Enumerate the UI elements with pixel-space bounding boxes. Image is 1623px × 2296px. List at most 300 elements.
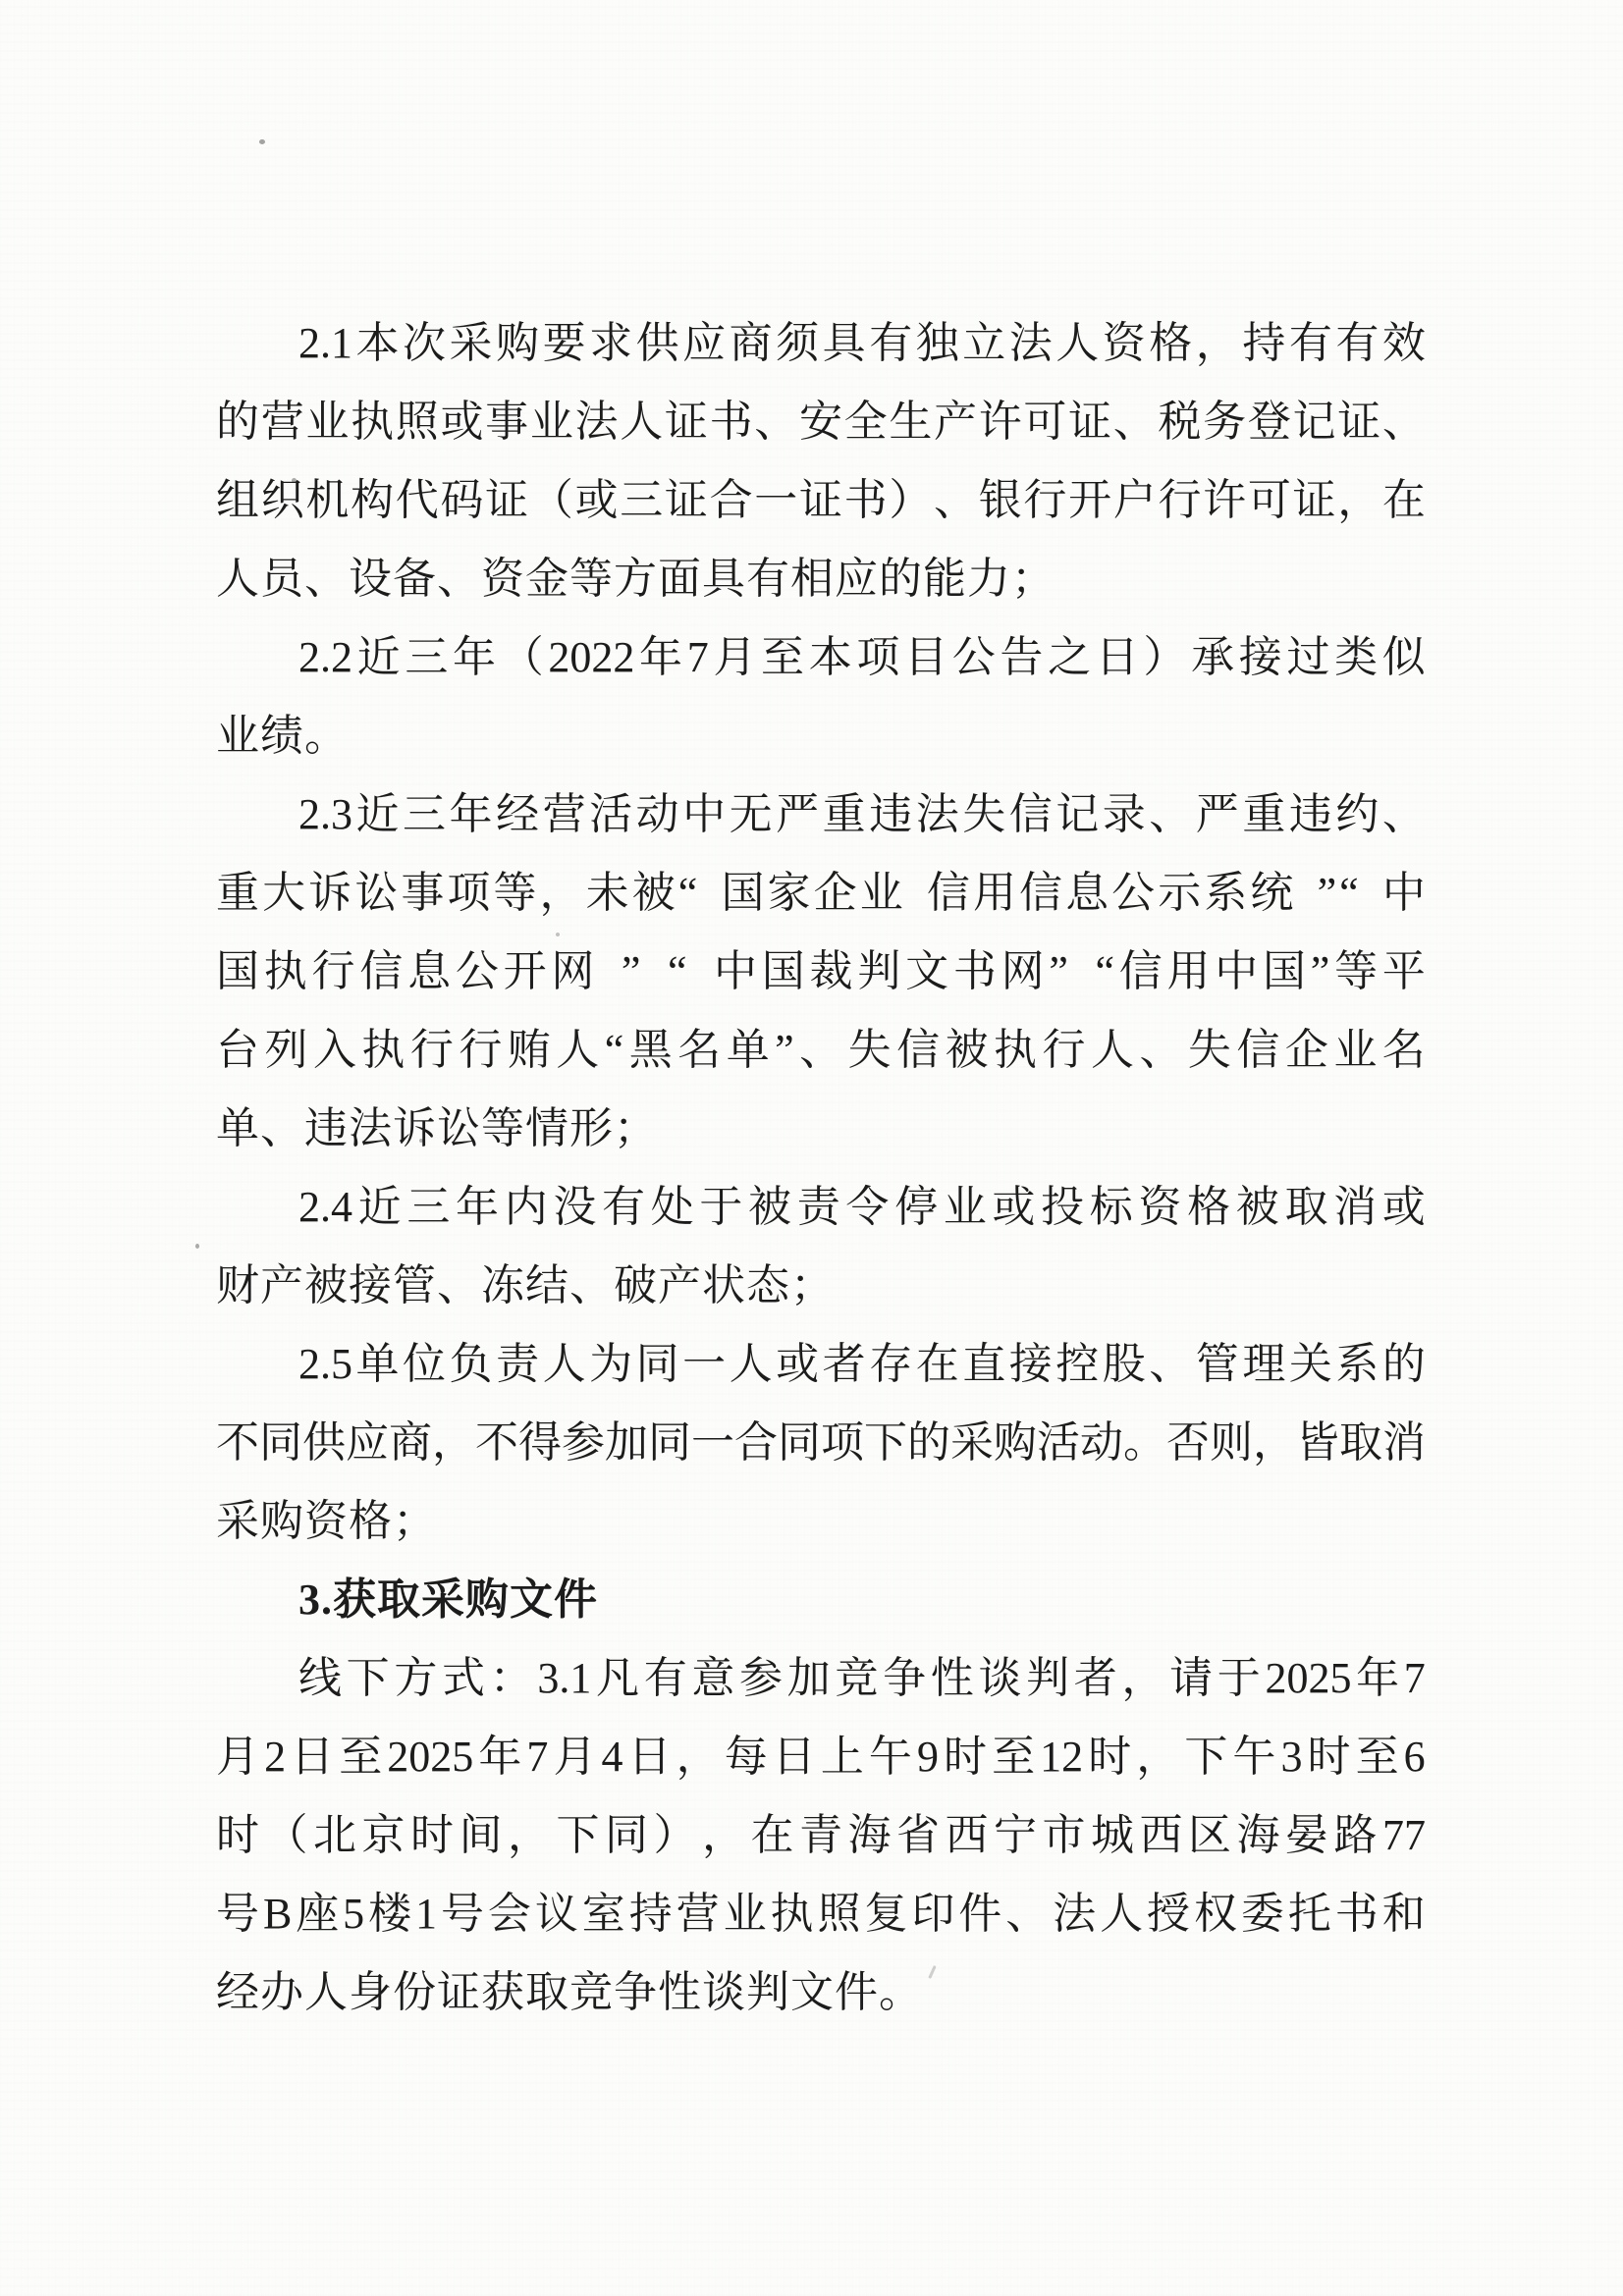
text-line [216, 1011, 1426, 1090]
text-token: 线 [298, 1654, 342, 1702]
text-token: 室 [581, 1890, 625, 1938]
text-token: 、 [1381, 398, 1426, 446]
text-token: 法 [915, 790, 959, 838]
text-token: 、 [799, 1026, 843, 1074]
text-token: ， [1121, 1654, 1165, 1702]
text-token: 或 [440, 398, 484, 446]
text-token: 执 [994, 1026, 1038, 1074]
text-token: 重 [216, 869, 259, 917]
text-token: 采 [950, 1418, 994, 1467]
text-token: 重 [822, 790, 866, 838]
text-token: 证 [798, 476, 842, 524]
text-token: 信 [1118, 947, 1163, 995]
text-token: 存 [869, 1340, 913, 1388]
text-token: 行 [1023, 476, 1067, 524]
text-token: 加 [605, 1418, 648, 1467]
text-token: 活 [589, 790, 633, 838]
text-token: 2.1 [298, 319, 352, 367]
text-token: 营 [676, 1890, 720, 1938]
text-token: 许 [978, 398, 1022, 446]
text-token: 业 [723, 1890, 767, 1938]
text-token: 1 [415, 1890, 438, 1938]
text-token: 下 [346, 1654, 390, 1702]
text-token: ， [676, 1733, 720, 1781]
text-token: 无 [729, 790, 773, 838]
text-token: 记 [1055, 790, 1100, 838]
text-token: 供 [635, 319, 679, 367]
text-token: 证 [1292, 476, 1336, 524]
text-line: 业绩。 [216, 712, 349, 760]
text-token: 码 [440, 476, 484, 524]
text-token: 复 [864, 1890, 908, 1938]
text-token: 生 [889, 398, 933, 446]
text-token: 负 [449, 1340, 493, 1388]
text-token: 议 [534, 1890, 578, 1938]
text-token: 投 [1041, 1183, 1085, 1231]
text-token: 执 [263, 947, 307, 995]
text-token: B [262, 1890, 293, 1938]
text-token: 许 [1203, 476, 1247, 524]
text-token: 信 [1008, 790, 1053, 838]
text-token: 会 [487, 1890, 531, 1938]
text-token: 承 [1191, 633, 1235, 681]
text-token: 被 [748, 1183, 792, 1231]
text-token: 应 [346, 1418, 389, 1467]
text-token: 省 [896, 1811, 940, 1859]
text-token: 有 [602, 1183, 646, 1231]
text-line [216, 1718, 1426, 1796]
text-token: 被 [631, 869, 676, 917]
text-token: 商 [729, 319, 773, 367]
text-token: 家 [767, 869, 811, 917]
space [599, 933, 617, 1011]
text-token: 国 [216, 947, 259, 995]
text-token: 时 [216, 1811, 259, 1859]
text-token: 性 [930, 1654, 974, 1702]
text-token: 类 [1334, 633, 1379, 681]
text-token: 9 [916, 1733, 939, 1781]
text-token: 的 [907, 1418, 950, 1467]
text-token: 关 [1288, 1340, 1332, 1388]
text-token: 月 [216, 1733, 259, 1781]
text-token: 国 [1263, 947, 1307, 995]
text-token: 直 [962, 1340, 1006, 1388]
text-token: “ [1095, 947, 1114, 995]
text-token: 控 [1055, 1340, 1100, 1388]
text-token: 商 [389, 1418, 432, 1467]
text-token: 效 [1381, 319, 1426, 367]
clause-2-2 [216, 618, 1426, 775]
text-token: 在 [750, 1811, 794, 1859]
text-token: ” [621, 947, 641, 995]
text-token: 执 [770, 1890, 814, 1938]
text-token: 项 [821, 1418, 864, 1467]
text-token: 于 [699, 1183, 743, 1231]
text-token: 失 [962, 790, 1006, 838]
text-token: 织 [260, 476, 304, 524]
text-token: 格 [1187, 1183, 1231, 1231]
text-token: 式 [442, 1654, 486, 1702]
text-token: 证 [1068, 398, 1112, 446]
text-token: 6 [1403, 1733, 1426, 1781]
text-token: 77 [1382, 1811, 1426, 1859]
text-token: 示 [1158, 869, 1202, 917]
text-token: 讼 [354, 869, 399, 917]
text-token: 近 [357, 1183, 402, 1231]
text-token: 用 [1166, 947, 1211, 995]
text-token: 月 [713, 633, 757, 681]
space [691, 933, 709, 1011]
text-token: 公 [951, 633, 996, 681]
text-token: 被 [1235, 1183, 1279, 1231]
text-token: 独 [915, 319, 959, 367]
text-token: 次 [403, 319, 447, 367]
text-token: 方 [394, 1654, 438, 1702]
text-token: 取 [1284, 1183, 1328, 1231]
text-token: 安 [798, 398, 842, 446]
text-token: 管 [1195, 1340, 1239, 1388]
text-token: 法 [1008, 319, 1053, 367]
text-token: 时 [1307, 1733, 1351, 1781]
clause-2-5 [216, 1325, 1426, 1561]
text-token: 严 [776, 790, 820, 838]
text-line: 单、违法诉讼等情形； [216, 1104, 658, 1152]
text-token: 区 [1188, 1811, 1231, 1859]
text-token: 似 [1381, 633, 1426, 681]
text-token: 同 [778, 1418, 821, 1467]
text-token: ， [432, 1418, 475, 1467]
document-body [216, 304, 1426, 2032]
text-token: 网 [551, 947, 595, 995]
text-token: 停 [894, 1183, 939, 1231]
text-line [216, 1168, 1426, 1247]
text-token: 7 [526, 1733, 549, 1781]
text-line: 3.获取采购文件 [298, 1575, 598, 1624]
text-line: 采购资格； [216, 1497, 437, 1545]
text-token: “ [667, 947, 687, 995]
text-token: 持 [1242, 319, 1286, 367]
text-token: 信 [926, 869, 970, 917]
text-token: 三 [403, 790, 447, 838]
text-token: 产 [934, 398, 977, 446]
text-token: 4 [601, 1733, 623, 1781]
text-token: 要 [542, 319, 586, 367]
text-token: 信 [896, 1026, 941, 1074]
text-token: 被 [945, 1026, 989, 1074]
text-token: 中 [682, 790, 727, 838]
text-token: 项 [856, 633, 900, 681]
text-token: 中 [714, 947, 758, 995]
text-token: 等 [1334, 947, 1379, 995]
text-token: 北 [313, 1811, 356, 1859]
text-token: 或 [1381, 1183, 1426, 1231]
text-token: ， [539, 869, 583, 917]
text-token: 资 [1138, 1183, 1182, 1231]
text-token: 一 [682, 1340, 727, 1388]
text-token: 公 [455, 947, 499, 995]
text-token: 上 [820, 1733, 864, 1781]
text-token: 诉 [308, 869, 352, 917]
text-token: 证 [485, 476, 529, 524]
text-token: 12 [1040, 1733, 1084, 1781]
text-token: 登 [1247, 398, 1291, 446]
text-token: 求 [589, 319, 633, 367]
text-token: 三 [406, 1183, 451, 1231]
text-token: 书 [952, 947, 997, 995]
text-token: 标 [1089, 1183, 1133, 1231]
text-token: ） [889, 476, 933, 524]
text-token: 权 [1193, 1890, 1237, 1938]
text-token: （ [264, 1811, 308, 1859]
text-token: 令 [845, 1183, 890, 1231]
text-token: 统 [1250, 869, 1294, 917]
text-token: 加 [786, 1654, 831, 1702]
text-line: 人员、设备、资金等方面具有相应的能力； [216, 555, 1055, 603]
text-token: 年 [456, 1183, 500, 1231]
text-token: 立 [962, 319, 1006, 367]
text-token: 时 [944, 1733, 987, 1781]
text-token: 行 [459, 1026, 503, 1074]
space [1362, 854, 1380, 933]
text-token: 开 [1068, 476, 1112, 524]
text-token: 件 [958, 1890, 1002, 1938]
text-token: “ [1339, 869, 1359, 917]
text-token: 人 [556, 1026, 600, 1074]
text-token: 同 [259, 1418, 302, 1467]
text-token: 判 [1026, 1654, 1070, 1702]
text-token: 业 [859, 869, 903, 917]
text-token: 事 [485, 398, 529, 446]
text-token: 合 [734, 1418, 778, 1467]
clause-2-3 [216, 775, 1426, 1168]
space [645, 933, 663, 1011]
text-token: 大 [262, 869, 306, 917]
scan-speck [259, 139, 265, 144]
text-token: 不 [216, 1418, 259, 1467]
text-token: 执 [361, 1026, 406, 1074]
text-token: 或 [776, 1340, 820, 1388]
text-token: ： [489, 1654, 533, 1702]
text-token: 证 [664, 476, 708, 524]
text-token: 入 [312, 1026, 356, 1074]
text-token: 务 [1203, 398, 1247, 446]
text-token: 年 [1356, 1654, 1400, 1702]
text-token: 录 [1102, 790, 1146, 838]
text-line: 经办人身份证获取竞争性谈判文件。 [216, 1968, 923, 2016]
text-token: 股 [1102, 1340, 1146, 1388]
text-token: 业 [305, 398, 350, 446]
text-token: 公 [1111, 869, 1156, 917]
text-token: 须 [776, 319, 820, 367]
text-token: 户 [1112, 476, 1157, 524]
text-token: 凡 [596, 1654, 640, 1702]
text-token: 时 [1088, 1733, 1132, 1781]
text-token: 人 [1090, 1026, 1134, 1074]
text-token: 同 [635, 1340, 679, 1388]
text-token: 书 [1334, 1890, 1379, 1938]
text-token: 企 [813, 869, 857, 917]
text-token: 人 [1100, 1890, 1144, 1938]
text-token: 印 [911, 1890, 955, 1938]
text-token: 一 [691, 1418, 734, 1467]
text-token: 照 [395, 398, 439, 446]
text-token: 、 [1139, 1026, 1183, 1074]
text-token: 国 [761, 947, 805, 995]
text-token: 代 [395, 476, 439, 524]
text-token: 、 [1381, 790, 1426, 838]
text-token: 格 [1149, 319, 1193, 367]
text-token: 为 [589, 1340, 633, 1388]
text-token: 2.4 [298, 1183, 352, 1231]
space [1296, 854, 1314, 933]
text-token: 未 [585, 869, 629, 917]
text-token: 5 [343, 1890, 365, 1938]
text-token: 青 [799, 1811, 842, 1859]
text-token: 消 [1382, 1418, 1426, 1467]
text-token: 网 [1001, 947, 1045, 995]
text-token: 处 [650, 1183, 694, 1231]
text-token: ） [653, 1811, 697, 1859]
text-token: 人 [620, 398, 664, 446]
text-token: ， [508, 1811, 551, 1859]
text-token: 严 [1195, 790, 1239, 838]
text-token: 2025 [387, 1733, 474, 1781]
text-token: 本 [355, 319, 400, 367]
text-token: 得 [518, 1418, 562, 1467]
text-token: 西 [1139, 1811, 1183, 1859]
text-line [216, 304, 1426, 383]
text-token: 争 [883, 1654, 927, 1702]
text-token: ， [1253, 1418, 1296, 1467]
text-token: 业 [1333, 1026, 1378, 1074]
text-token: 年 [478, 1733, 522, 1781]
text-token: 等 [493, 869, 537, 917]
clause-2-4 [216, 1168, 1426, 1325]
text-token: 全 [843, 398, 888, 446]
text-token: 7 [686, 633, 709, 681]
text-token: 有 [643, 1654, 687, 1702]
text-token: 城 [1091, 1811, 1134, 1859]
text-token: 持 [628, 1890, 673, 1938]
text-token: 列 [264, 1026, 308, 1074]
text-token: 3.1 [537, 1654, 592, 1702]
text-token: 违 [1288, 790, 1332, 838]
text-line [216, 1325, 1426, 1404]
text-token: 文 [905, 947, 949, 995]
text-token: 企 [1284, 1026, 1328, 1074]
text-token: （ [500, 633, 544, 681]
text-token: 至 [761, 633, 805, 681]
text-token: 照 [817, 1890, 861, 1938]
text-token: 取 [1339, 1418, 1382, 1467]
text-token: 项 [447, 869, 491, 917]
text-token: 业 [529, 398, 573, 446]
text-token: 楼 [368, 1890, 412, 1938]
text-token: 近 [356, 633, 401, 681]
text-token: 2.3 [298, 790, 352, 838]
text-token: 年 [639, 633, 683, 681]
text-token: 动 [1080, 1418, 1123, 1467]
text-token: 意 [691, 1654, 735, 1702]
text-token: 否 [1166, 1418, 1210, 1467]
text-token: 下 [864, 1418, 907, 1467]
text-token: 单 [726, 1026, 770, 1074]
text-token: 每 [724, 1733, 768, 1781]
text-token: ， [1136, 1733, 1180, 1781]
text-token: 系 [1204, 869, 1248, 917]
text-token: 日 [1095, 633, 1139, 681]
text-token: 机 [305, 476, 350, 524]
text-token: 授 [1147, 1890, 1191, 1938]
text-token: 活 [1037, 1418, 1080, 1467]
space [700, 854, 718, 933]
text-token: 京 [361, 1811, 406, 1859]
text-token: 皆 [1296, 1418, 1339, 1467]
text-token: 至 [992, 1733, 1036, 1781]
text-token: 具 [822, 319, 866, 367]
text-token: 中 [1215, 947, 1259, 995]
text-token: 过 [1286, 633, 1330, 681]
text-token: 号 [216, 1890, 259, 1938]
text-token: 有 [869, 319, 913, 367]
text-token: ） [1143, 633, 1187, 681]
text-token: 请 [1169, 1654, 1214, 1702]
text-token: ， [1337, 476, 1381, 524]
text-token: “ [677, 869, 698, 917]
text-token: 海 [847, 1811, 892, 1859]
text-line [216, 1404, 1426, 1482]
text-token: 人 [1055, 319, 1100, 367]
text-token: 三 [620, 476, 664, 524]
text-token: 经 [496, 790, 540, 838]
text-line [216, 383, 1426, 461]
text-token: 供 [302, 1418, 346, 1467]
text-line [216, 1875, 1426, 1953]
text-token: 年 [453, 633, 497, 681]
text-token: 日 [291, 1733, 335, 1781]
text-token: 人 [729, 1340, 773, 1388]
text-token: 贿 [507, 1026, 551, 1074]
text-token: 则 [1210, 1418, 1253, 1467]
text-token: 执 [351, 398, 395, 446]
text-token: 裁 [809, 947, 853, 995]
text-token: “ [604, 1026, 624, 1074]
text-token: 在 [1381, 476, 1426, 524]
text-token: 间 [459, 1811, 503, 1859]
text-token: 行 [1042, 1026, 1086, 1074]
text-token: 下 [1184, 1733, 1228, 1781]
text-token: 或 [992, 1183, 1036, 1231]
text-token: 位 [403, 1340, 447, 1388]
text-token: 证 [1337, 398, 1381, 446]
text-token: 午 [1232, 1733, 1276, 1781]
text-token: 有 [1335, 319, 1380, 367]
space [906, 854, 924, 933]
text-token: 本 [808, 633, 852, 681]
text-token: 接 [1008, 1340, 1053, 1388]
text-token: 违 [869, 790, 913, 838]
text-token: 书 [709, 398, 753, 446]
text-token: 消 [1333, 1183, 1378, 1231]
text-token: 责 [496, 1340, 540, 1388]
text-token: 失 [1187, 1026, 1231, 1074]
text-token: 系 [1335, 1340, 1380, 1388]
text-line [216, 461, 1426, 540]
space [1073, 933, 1091, 1011]
text-token: 于 [1217, 1654, 1261, 1702]
text-token: 者 [822, 1340, 866, 1388]
text-token: 之 [1048, 633, 1092, 681]
